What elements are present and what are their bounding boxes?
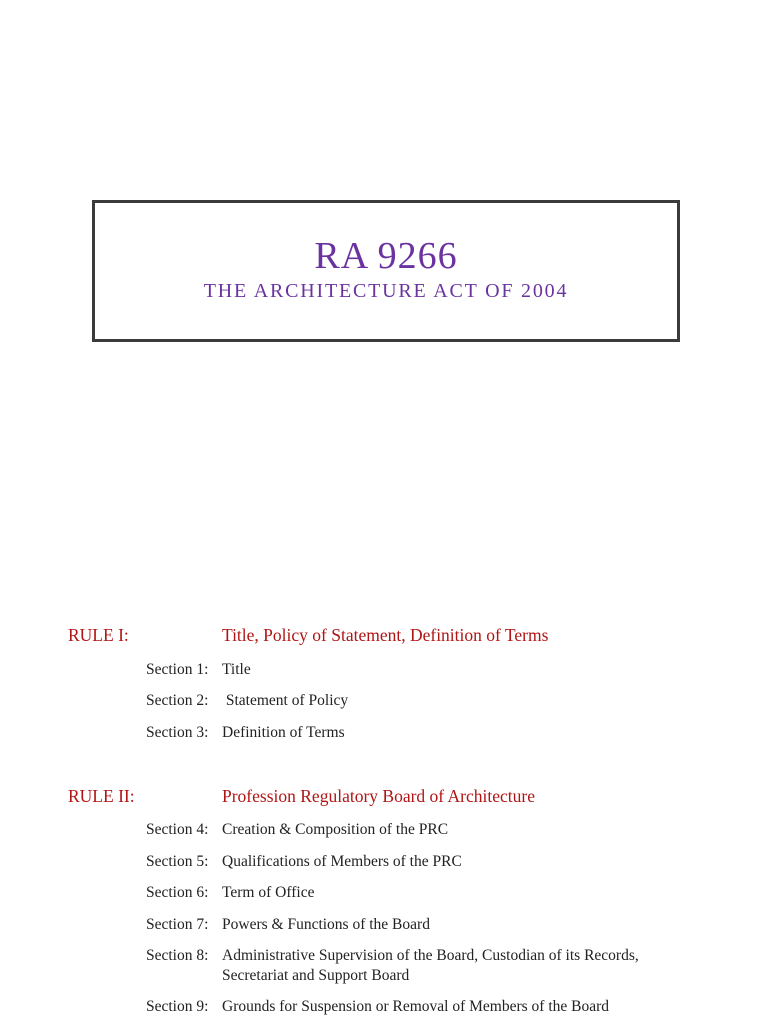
rule-heading [0,784,768,808]
document-title: RA 9266 [314,235,458,277]
section-number: Section 3: [146,724,209,741]
rule-label: RULE II: [68,786,135,806]
section-title: Administrative Supervision of the Board, Custodian of its Records, Secretariat and Support Board [222,947,639,984]
section-number: Section 7: [146,916,209,933]
section-title: Qualifications of Members of the PRC [222,853,462,870]
section-number: Section 8: [146,947,209,964]
rule-heading [0,623,768,647]
section-title: Title [222,661,251,678]
section-title: Definition of Terms [222,724,345,741]
rule-title: Title, Policy of Statement, Definition of Terms [222,625,549,645]
title-box [92,200,680,342]
rule-label: RULE I: [68,625,129,645]
section-number: Section 2: [146,692,209,709]
section-title: Term of Office [222,884,315,901]
section-title: Grounds for Suspension or Removal of Members of the Board [222,998,610,1015]
section-number: Section 9: [146,998,209,1015]
section-title: Creation & Composition of the PRC [222,821,449,838]
section-number: Section 5: [146,853,209,870]
section-number: Section 4: [146,821,209,838]
section-title: Powers & Functions of the Board [222,916,430,933]
section-number: Section 6: [146,884,209,901]
section-title: Statement of Policy [222,692,349,709]
rule-title: Profession Regulatory Board of Architecture [222,786,535,806]
document-subtitle: THE ARCHITECTURE ACT OF 2004 [203,280,569,302]
section-number: Section 1: [146,661,209,678]
